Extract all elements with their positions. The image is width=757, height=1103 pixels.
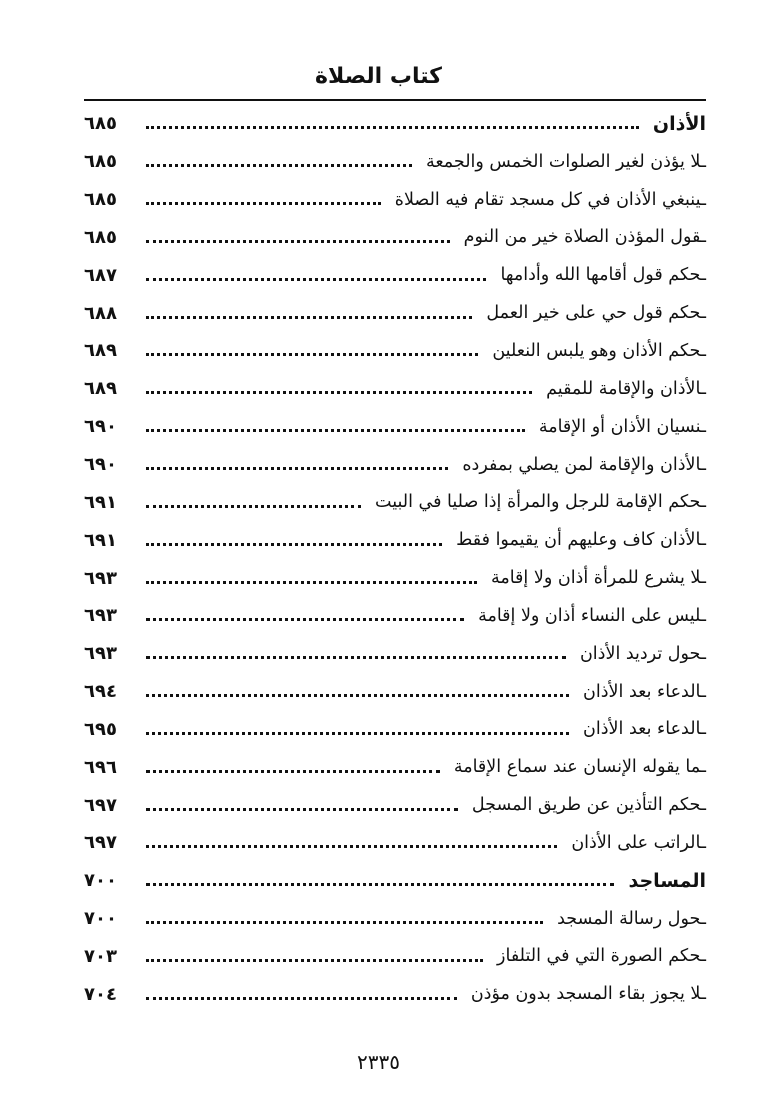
toc-title: ـ قول المؤذن الصلاة خير من النوم	[456, 227, 706, 247]
toc-page-number: ٧٠٣	[84, 945, 117, 967]
toc-entry	[84, 332, 706, 370]
toc-title: ـ لا يشرع للمرأة أذان ولا إقامة	[483, 568, 706, 588]
toc-page-number: ٦٨٥	[84, 226, 117, 248]
dot-leader	[146, 808, 458, 811]
toc-entry	[84, 975, 706, 1013]
toc-entry	[84, 294, 706, 332]
toc-page-number: ٦٩١	[84, 529, 117, 551]
toc-page-number: ٦٨٨	[84, 302, 117, 324]
toc-title: ـ الدعاء بعد الأذان	[575, 719, 706, 739]
toc-page-number: ٦٩٧	[84, 832, 117, 854]
dot-leader	[146, 959, 483, 962]
toc-entry	[84, 673, 706, 711]
toc-entry	[84, 748, 706, 786]
toc-section	[84, 862, 706, 900]
dot-leader	[146, 164, 412, 167]
dot-leader	[146, 429, 525, 432]
toc-title: ـ الأذان والإقامة لمن يصلي بمفرده	[454, 455, 706, 475]
dot-leader	[146, 921, 543, 924]
dot-leader	[146, 391, 532, 394]
dot-leader	[146, 240, 450, 243]
header-rule	[84, 99, 706, 101]
toc-title: ـ حكم التأذين عن طريق المسجل	[464, 795, 706, 815]
dot-leader	[146, 581, 477, 584]
toc-page-number: ٧٠٠	[84, 908, 117, 930]
toc-entry	[84, 521, 706, 559]
dot-leader	[146, 505, 361, 508]
toc-title: ـ ليس على النساء أذان ولا إقامة	[470, 606, 706, 626]
toc-section	[84, 105, 706, 143]
toc-page-number: ٦٩٥	[84, 718, 117, 740]
toc-page-number: ٦٨٧	[84, 264, 117, 286]
toc-page-number: ٧٠٤	[84, 983, 117, 1005]
dot-leader	[146, 845, 557, 848]
toc-title: ـ حكم الإقامة للرجل والمرأة إذا صليا في البيت	[367, 492, 706, 512]
toc-page-number: ٦٨٥	[84, 151, 117, 173]
toc-title: المساجد	[628, 869, 706, 892]
dot-leader	[146, 278, 486, 281]
toc-page-number: ٦٩٣	[84, 643, 117, 665]
dot-leader	[146, 770, 440, 773]
toc-page-number: ٦٨٩	[84, 340, 117, 362]
toc-title: ـ نسيان الأذان أو الإقامة	[531, 417, 706, 437]
toc-title: ـ الدعاء بعد الأذان	[575, 682, 706, 702]
toc-page-number: ٦٨٥	[84, 189, 117, 211]
page-number: ٢٣٣٥	[357, 1050, 400, 1074]
dot-leader	[146, 202, 381, 205]
toc-title: ـ لا يجوز بقاء المسجد بدون مؤذن	[463, 984, 706, 1004]
dot-leader	[146, 316, 472, 319]
toc-title: ـ ينبغي الأذان في كل مسجد تقام فيه الصلاة	[387, 190, 706, 210]
dot-leader	[146, 997, 457, 1000]
dot-leader	[146, 467, 448, 470]
toc-entry	[84, 786, 706, 824]
toc-page-number: ٦٩٠	[84, 454, 117, 476]
toc-title: ـ الأذان والإقامة للمقيم	[538, 379, 706, 399]
toc-title: ـ حول ترديد الأذان	[572, 644, 706, 664]
toc-title: ـ الأذان كاف وعليهم أن يقيموا فقط	[448, 530, 706, 550]
dot-leader	[146, 618, 464, 621]
toc-entry	[84, 483, 706, 521]
dot-leader	[146, 353, 478, 356]
dot-leader	[146, 126, 639, 129]
toc-page-number: ٦٩٣	[84, 605, 117, 627]
toc-entry	[84, 143, 706, 181]
toc-entry	[84, 181, 706, 219]
toc-entry	[84, 711, 706, 749]
toc-title: الأذان	[652, 112, 706, 135]
toc-entry	[84, 408, 706, 446]
toc-page-number: ٦٨٩	[84, 378, 117, 400]
toc-entry	[84, 256, 706, 294]
dot-leader	[146, 732, 569, 735]
toc-page-number: ٦٩١	[84, 491, 117, 513]
toc-title: ـ حول رسالة المسجد	[549, 909, 706, 929]
toc-page-number: ٦٩٤	[84, 681, 117, 703]
toc-entry	[84, 597, 706, 635]
dot-leader	[146, 656, 566, 659]
toc-page-number: ٦٩٧	[84, 794, 117, 816]
running-head: كتاب الصلاة	[315, 64, 442, 89]
toc-page-number: ٧٠٠	[84, 870, 117, 892]
dot-leader	[146, 883, 614, 886]
toc-entry	[84, 938, 706, 976]
toc-entry	[84, 635, 706, 673]
toc-entry	[84, 370, 706, 408]
toc-page-number: ٦٨٥	[84, 113, 117, 135]
toc-title: ـ حكم قول أقامها الله وأدامها	[492, 265, 706, 285]
toc-entry	[84, 219, 706, 257]
toc-title: ـ حكم قول حي على خير العمل	[478, 303, 706, 323]
toc-entry	[84, 900, 706, 938]
toc-page-number: ٦٩٦	[84, 756, 117, 778]
dot-leader	[146, 694, 569, 697]
toc-entry	[84, 559, 706, 597]
dot-leader	[146, 543, 442, 546]
toc-entry	[84, 446, 706, 484]
toc-entry	[84, 824, 706, 862]
toc-title: ـ حكم الأذان وهو يلبس النعلين	[484, 341, 706, 361]
toc-title: ـ لا يؤذن لغير الصلوات الخمس والجمعة	[418, 152, 706, 172]
toc-list	[84, 105, 706, 1013]
toc-title: ـ ما يقوله الإنسان عند سماع الإقامة	[446, 757, 706, 777]
toc-page-number: ٦٩٣	[84, 567, 117, 589]
toc-title: ـ الراتب على الأذان	[563, 833, 706, 853]
toc-title: ـ حكم الصورة التي في التلفاز	[489, 946, 706, 966]
toc-page-number: ٦٩٠	[84, 416, 117, 438]
